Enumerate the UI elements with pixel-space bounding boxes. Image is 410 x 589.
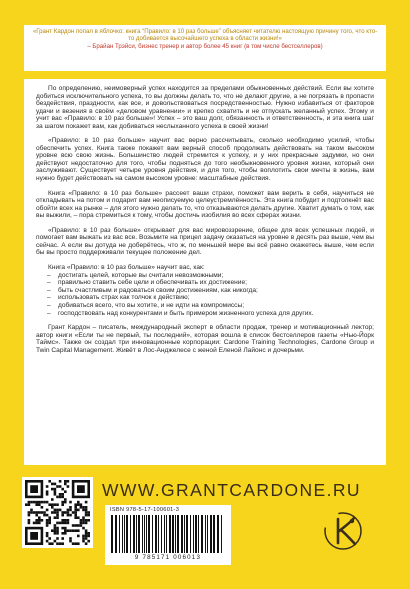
website-url: WWW.GRANTCARDONE.RU (102, 480, 361, 500)
paragraph-action: «Правило: в 10 раз больше» научит вас верно рассчитывать, сколько необходимо усилий, чтобы обеспечить успех. Книга также покажет вам верный способ продолжать действовать на таком высоком уровне всю свою жизнь. Большинство людей стремится к успеху, и у них прекрасные задумки, но они действуют недостаточно для того, чтобы подняться до того необыкновенного уровня жизни, который они заслуживают. Существует четыре уровня действия, и для того, чтобы воплотить свои мечты в жизнь, вам нужно будет действовать на самом высоком уровне: масштабные действия. (36, 137, 374, 183)
list-item: – добиваться всего, что вы хотите, и не идти на компромиссы; (58, 302, 374, 310)
benefits-list (24, 272, 386, 318)
qr-code (22, 477, 93, 548)
author-bio: Грант Кардон – писатель, международный эксперт в области продаж, тренер и мотивационный лектор; автор книги «Если ты не первый, ты последний», которая вошла в список бестселлеров газеты «Нью-Йорк Таймс». Также он создал три инновационные корпорации: Cardone Training Technologies, Cardone Group и Twin Capital Management. Живёт в Лос-Анджелесе с женой Еленой Лайонс и дочерьми. (36, 324, 374, 354)
qr-code-icon (22, 477, 93, 548)
paragraph-mindset: «Правило: в 10 раз больше» открывает для вас мировоззрение, общее для всех успешных людей, и помогает вам выжать из вас все. Возьмите на прицел задачу оказаться на уровне в десять раз выше, чем вы сейчас. А если вы дотуда не доберётесь, что ж, по меньшей мере вы всё равно окажетесь выше, чем если бы вы просто поддерживали текущее положение дел. (36, 226, 374, 257)
list-item: – правильно ставить себе цели и обеспечивать их достижение; (58, 279, 374, 287)
barcode-number: 9 785171 006013 (134, 554, 202, 561)
quote-author: – Брайан Трэйси, бизнес тренер и автор более 45 книг (в том числе бестселлеров) (87, 42, 323, 50)
publisher-logo-icon (322, 509, 368, 553)
isbn-label: ISBN 978-5-17-100601-3 (110, 507, 180, 513)
quote-box (24, 25, 386, 71)
paragraph-intro: По определению, неимоверный успех находится за пределами обыкновенных действий. Если вы хотите добиться исключительного успеха, то вы должны делать то, что не делают другие, а не погрязать в пропасти бездействия, праздности, как все, и довольствоваться посредственностью. Нужно избавиться от факторов удачи и везения в своём «деловом уравнении» и крепко схватить и не отпускать желанный успех. Этому и учит вас «Правило: в 10 раз больше»! Успех – это ваш долг, обязанность и ответственность, и эта книга шаг за шагом покажет вам, как добиваться неслыханного успеха в своей жизни! (36, 85, 374, 130)
quote-text: «Грант Кардон попал в яблочко: книга “Правило: в 10 раз больше” объясняет читателю настоящую причину того, что кто-то добивается высочайшего успеха в области жизни!» (32, 28, 378, 43)
list-item: – господствовать над конкурентами и быть примером жизненного успеха для других. (58, 310, 374, 318)
list-item: – достигать целей, которые вы считали невозможными; (58, 272, 374, 280)
list-heading: Книга «Правило: в 10 раз больше» научит вас, как: (48, 263, 205, 271)
isbn-barcode-box (105, 505, 231, 565)
list-item: – использовать страх как толчок к действию; (58, 294, 374, 302)
description-box (24, 79, 386, 465)
barcode-icon (109, 515, 227, 554)
paragraph-fears: Книга «Правило: в 10 раз больше» рассеет ваши страхи, поможет вам верить в себя, научиться не откладывать на потом и подарит вам неописуемую целеустремлённость. Эта книга побудит и подтолкнёт вас обойти всех на рынке – для этого нужно делать то, что отказываются делать другие. Хватит думать о том, как вы выжили, – пора стремиться к тому, чтобы достичь изобилия во всех сферах жизни. (36, 189, 374, 220)
list-item: – быть счастливым и радоваться своим достижениям, как никогда; (58, 287, 374, 295)
